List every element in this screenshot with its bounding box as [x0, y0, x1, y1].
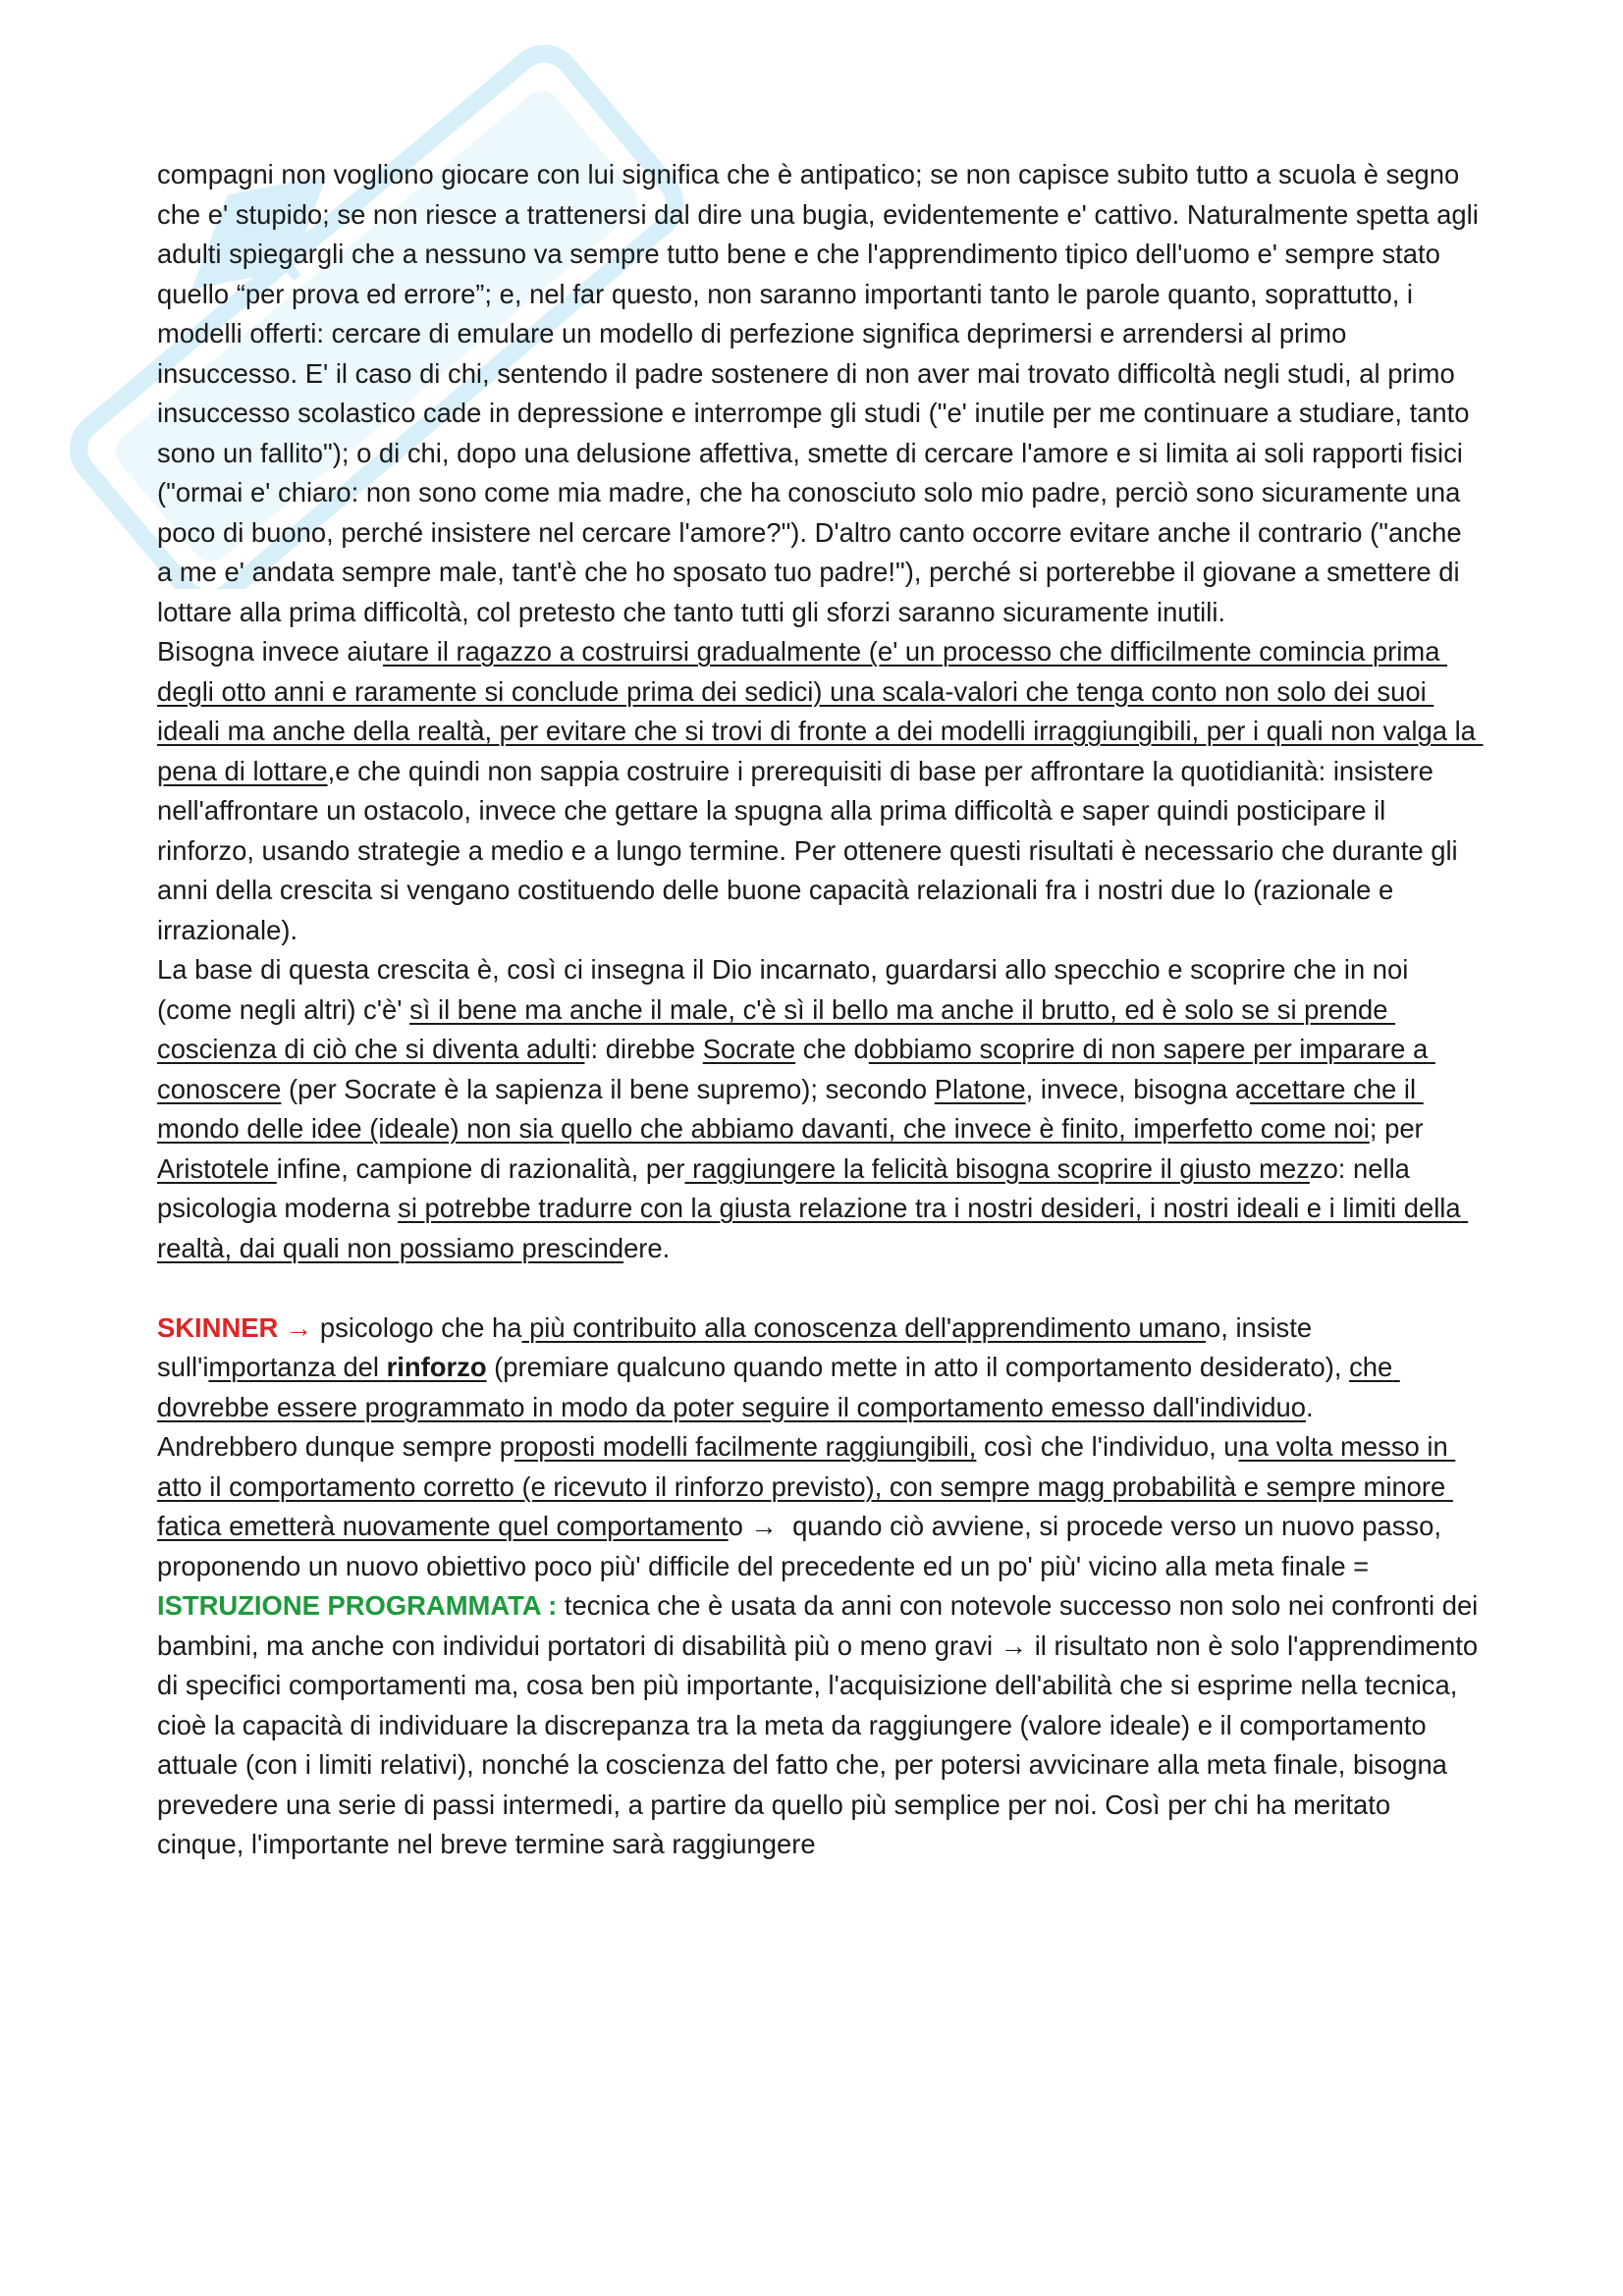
- text-run: Platone: [934, 1073, 1026, 1104]
- text-run: o, insiste sull'i: [157, 1311, 1320, 1382]
- text-run: che d: [795, 1034, 869, 1064]
- text-run: tare il ragazzo a costruirsi gradualmente (e' un processo che difficilmente comincia prima degli otto anni e raramente si conclude prima dei sedici) una scala-valori che tenga conto non solo dei suoi ideali ma anche della realtà, per evitare che si trovi di fronte a dei modelli irraggiungibili, per i quali non valga la pena di lottare: [157, 636, 1484, 786]
- text-run: così che l'individuo, u: [976, 1431, 1239, 1462]
- text-run: (premiare qualcuno quando mette in atto il comportamento desiderato),: [486, 1352, 1350, 1382]
- text-run: .: [1305, 1391, 1314, 1422]
- text-run: rinforzo: [386, 1352, 487, 1382]
- text-run: Andrebbero dunque sempre p: [157, 1431, 514, 1462]
- text-run: SKINNER →: [157, 1311, 320, 1343]
- text-run: si potrebbe tradurre con la giusta relazione tra i nostri desideri, i nostri ideali e i limiti della realtà, dai quali non possiamo prescind: [157, 1193, 1469, 1263]
- text-run: infine, campione di razionalità, per: [276, 1152, 685, 1184]
- paragraph: [157, 950, 1483, 1268]
- text-run: ISTRUZIONE PROGRAMMATA :: [157, 1590, 558, 1621]
- text-run: o → quando ciò avviene, si procede verso un nuovo passo, proponendo un nuovo obiettivo poco più' difficile del precedente ed un po' più' vicino alla meta finale =: [157, 1511, 1449, 1581]
- text-run: roposti modelli facilmente raggiungibili,: [514, 1431, 977, 1462]
- text-run: mportanza del: [208, 1352, 387, 1382]
- text-run: na volta messo in atto il comportamento corretto (e ricevuto il rinforzo previsto), con sempre magg probabilità e sempre minore fatica emetterà nuovamente quel comportament: [157, 1431, 1456, 1541]
- paragraph: [157, 1427, 1486, 1865]
- text-run: compagni non vogliono giocare con lui significa che è antipatico; se non capisce subito tutto a scuola è segno che e' stupido; se non riesce a trattenersi dal dire una bugia, evidentemente e' cattivo. Naturalmente spetta agli adulti spiegargli che a nessuno va sempre tutto bene e che l'apprendimento tipico dell'uomo e' sempre stato quello “per prova ed errore”; e, nel far questo, non saranno importanti tanto le parole quanto, soprattutto, i modelli offerti: cercare di emulare un modello di perfezione significa deprimersi e arrendersi al primo insuccesso. E' il caso di chi, sentendo il padre sostenere di non aver mai trovato difficoltà negli studi, al primo insuccesso scolastico cade in depressione e interrompe gli studi ("e' inutile per me continuare a studiare, tanto sono un fallito"); o di chi, dopo una delusione affettiva, smette di cercare l'amore e si limita ai soli rapporti fisici ("ormai e' chiaro: non sono come mia madre, che ha conosciuto solo mio padre, perciò sono sicuramente una poco di buono, perché insistere nel cercare l'amore?"). D'altro canto occorre evitare anche il contrario ("anche a me e' andata sempre male, tant'è che ho sposato tuo padre!"), perché si porterebbe il giovane a smettere di lottare alla prima difficoltà, col pretesto che tanto tutti gli sforzi saranno sicuramente inutili.: [157, 159, 1487, 627]
- text-run: Bisogna invece aiu: [157, 636, 383, 667]
- paragraph: [157, 155, 1487, 632]
- text-run: sì il bene ma anche il male, c'è sì il bello ma anche il brutto, ed è solo se si prende coscienza di ciò che si diventa adult: [157, 993, 1396, 1064]
- text-run: Aristotele: [157, 1152, 277, 1184]
- text-run: ere.: [623, 1232, 671, 1263]
- document-body: [157, 155, 1487, 1865]
- text-run: tecnica che è usata da anni con notevole successo non solo nei confronti dei bambini, ma anche con individui portatori di disabilità più o meno gravi → il risultato non è solo l'apprendimento di specifici comportamenti ma, cosa ben più importante, l'acquisizione dell'abilità che si esprime nella tecnica, cioè la capacità di individuare la discrepanza tra la meta da raggiungere (valore ideale) e il comportamento attuale (con i limiti relativi), nonché la coscienza del fatto che, per potersi avvicinare alla meta finale, bisogna prevedere una serie di passi intermedi, a partire da quello più semplice per noi. Così per chi ha meritato cinque, l'importante nel breve termine sarà raggiungere: [157, 1590, 1486, 1859]
- text-run: raggiungere la felicità bisogna scoprire il giusto mez: [684, 1152, 1310, 1184]
- text-run: (per Socrate è la sapienza il bene supremo); secondo: [281, 1073, 935, 1104]
- text-run: , invece, bisogna a: [1025, 1073, 1251, 1104]
- text-run: obbiamo scoprire di non sapere per imparare a conoscere: [157, 1034, 1435, 1104]
- text-run: psicologo che ha: [319, 1311, 522, 1343]
- paragraph: [157, 1308, 1483, 1428]
- text-run: zo: nella psicologia moderna: [157, 1152, 1418, 1223]
- text-run: i: direbbe: [584, 1034, 703, 1064]
- text-run: La base di questa crescita è, così ci insegna il Dio incarnato, guardarsi allo specchio e scoprire che in noi (come negli altri) c'è': [157, 954, 1416, 1025]
- text-run: che dovrebbe essere programmato in modo da poter seguire il comportamento emesso dall'individuo: [157, 1352, 1400, 1422]
- text-run: ; per: [1369, 1113, 1430, 1144]
- text-run: più contribuito alla conoscenza dell'apprendimento uman: [521, 1311, 1206, 1343]
- paragraph: [157, 632, 1483, 950]
- text-run: ,e che quindi non sappia costruire i prerequisiti di base per affrontare la quotidianità: insistere nell'affrontare un ostacolo, invece che gettare la spugna alla prima difficoltà e saper quindi posticipare il rinforzo, usando strategie a medio e a lungo termine. Per ottenere questi risultati è necessario che durante gli anni della crescita si vengano costituendo delle buone capacità relazionali fra i nostri due Io (razionale e irrazionale).: [157, 755, 1466, 945]
- text-run: ccettare che il mondo delle idee (ideale) non sia quello che abbiamo davanti, che invece è finito, imperfetto come noi: [157, 1073, 1424, 1144]
- paragraph-spacer: [157, 1268, 1483, 1308]
- text-run: Socrate: [702, 1034, 796, 1064]
